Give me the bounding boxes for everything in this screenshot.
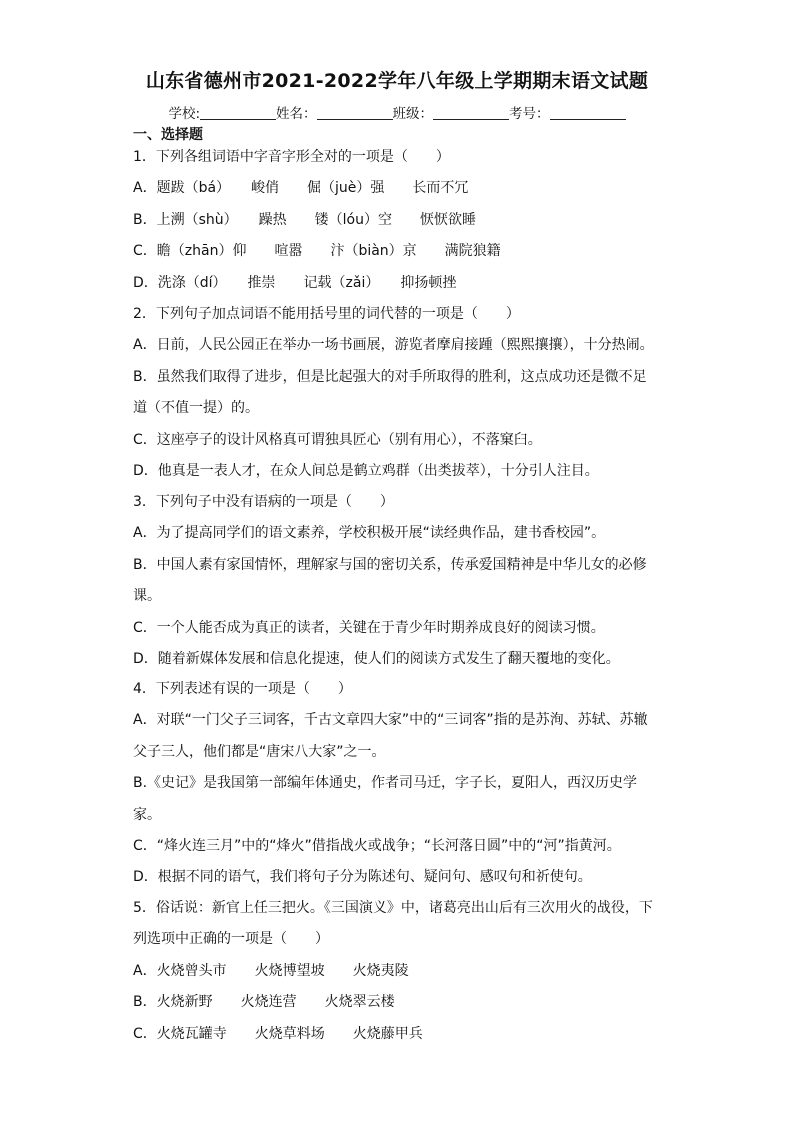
- option-c: C．瞻（zhān）仰 喧嚣 汴（biàn）京 满院狼籍: [133, 243, 501, 260]
- option-b: B．上溯（shù） 躁热 镂（lóu）空 恹恹欲睡: [133, 211, 476, 228]
- class-blank[interactable]: [433, 105, 509, 120]
- student-info-line: [0, 102, 794, 122]
- exam-no-blank[interactable]: [550, 105, 626, 120]
- option-a: A．对联“一门父子三词客，千古文章四大家”中的“三词客”指的是苏洵、苏轼、苏辙父子三人，他们都是“唐宋八大家”之一。: [133, 712, 648, 760]
- question-stem: 1．下列各组词语中字音字形全对的一项是（ ）: [133, 149, 450, 165]
- option-c: C．这座亭子的设计风格真可谓独具匠心（别有用心），不落窠臼。: [133, 431, 542, 448]
- page-title: 山东省德州市2021-2022学年八年级上学期期末语文试题: [145, 70, 649, 92]
- option-d: D．洗涤（dí） 推崇 记载（zǎi） 抑扬顿挫: [133, 274, 457, 291]
- question-5: [133, 893, 653, 1050]
- option-a: A．日前，人民公园正在举办一场书画展，游览者摩肩接踵（熙熙攘攘），十分热闹。: [133, 337, 654, 354]
- question-stem: 4．下列表述有误的一项是（ ）: [133, 681, 352, 697]
- question-2: [133, 299, 653, 487]
- class-label: 班级：: [392, 106, 434, 122]
- option-a: A．为了提高同学们的语文素养，学校积极开展“读经典作品，建书香校园”。: [133, 525, 606, 542]
- option-a: A．题跋（bá） 峻俏 倔（juè）强 长而不冗: [133, 180, 469, 197]
- option-c: C．火烧瓦罐寺 火烧草料场 火烧藤甲兵: [133, 1025, 423, 1042]
- school-label: 学校:: [168, 106, 201, 122]
- exam-no-label: 考号：: [509, 106, 550, 122]
- section-title: 一、选择题: [133, 127, 203, 143]
- option-a: A．火烧曾头市 火烧博望坡 火烧夷陵: [133, 962, 409, 979]
- option-c: C．一个人能否成为真正的读者，关键在于青少年时期养成良好的阅读习惯。: [133, 619, 605, 636]
- name-blank[interactable]: [317, 105, 393, 120]
- option-b: B.《史记》是我国第一部编年体通史，作者司马迁，字子长，夏阳人，西汉历史学家。: [133, 775, 638, 823]
- option-d: D．他真是一表人才，在众人间总是鹤立鸡群（出类拔萃），十分引人注目。: [133, 463, 599, 480]
- name-label: 姓名：: [276, 106, 317, 122]
- school-blank[interactable]: [200, 105, 276, 120]
- option-d: D．根据不同的语气，我们将句子分为陈述句、疑问句、感叹句和祈使句。: [133, 869, 592, 886]
- question-3: [133, 487, 653, 675]
- question-stem: 2．下列句子加点词语不能用括号里的词代替的一项是（ ）: [133, 306, 520, 322]
- option-b: B．火烧新野 火烧连营 火烧翠云楼: [133, 994, 395, 1011]
- option-d: D．随着新媒体发展和信息化提速，使人们的阅读方式发生了翻天覆地的变化。: [133, 651, 620, 668]
- question-stem: 3．下列句子中没有语病的一项是（ ）: [133, 494, 394, 510]
- option-b: B．中国人素有家国情怀，理解家与国的密切关系，传承爱国精神是中华儿女的必修课。: [133, 556, 647, 605]
- option-c: C．“烽火连三月”中的“烽火”借指战火或战争；“长河落日圆”中的“河”指黄河。: [133, 838, 621, 855]
- question-4: [133, 674, 653, 894]
- question-1: [133, 142, 653, 299]
- question-stem: 5．俗话说：新官上任三把火。《三国演义》中，诸葛亮出山后有三次用火的战役，下列选项中正确的一项是（ ）: [133, 900, 653, 948]
- option-b: B．虽然我们取得了进步，但是比起强大的对手所取得的胜利，这点成功还是微不足道（不值一提）的。: [133, 368, 647, 417]
